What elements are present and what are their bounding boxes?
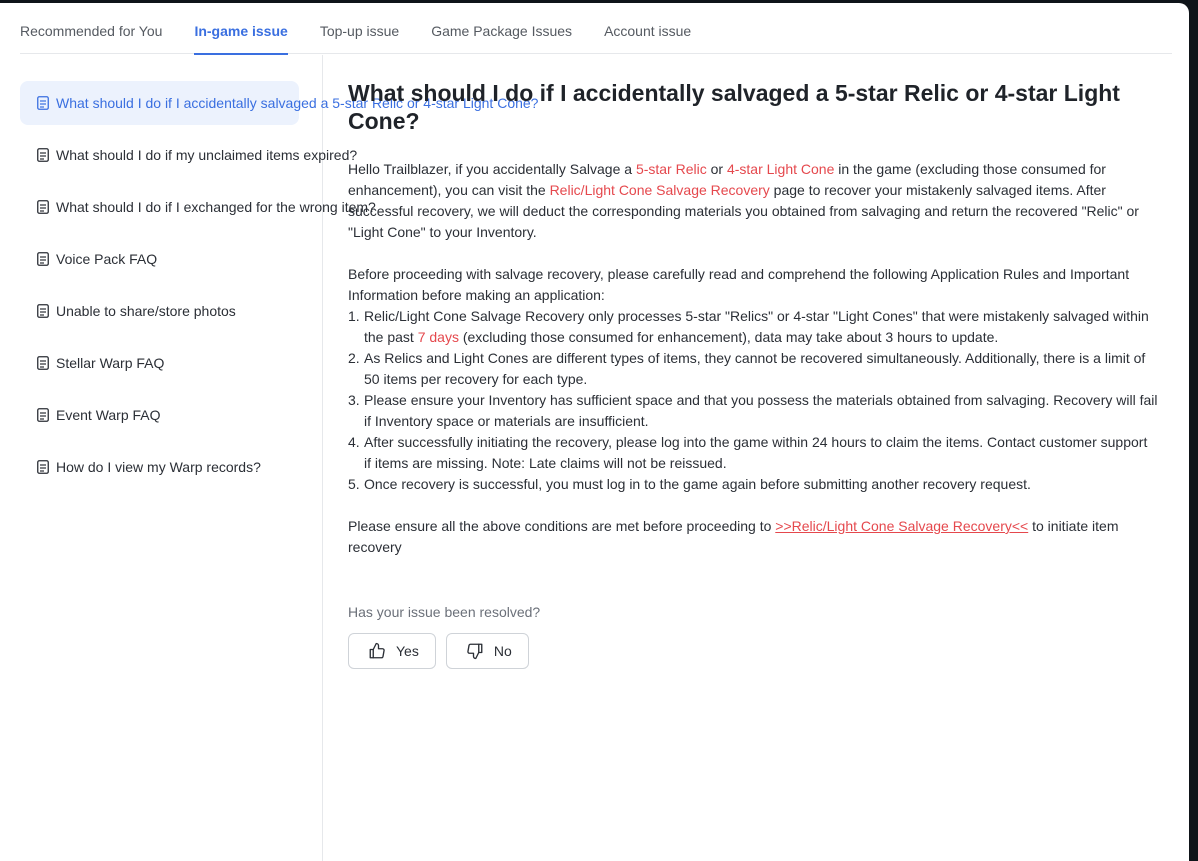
no-button[interactable] — [446, 633, 529, 669]
rule-number: 3. — [348, 392, 360, 408]
document-icon — [37, 148, 49, 162]
sidebar-item-exchanged[interactable] — [20, 185, 376, 229]
sidebar-item-label: How do I view my Warp records? — [56, 459, 261, 475]
rule-text: As Relics and Light Cones are different types of items, they cannot be recovered simultaneously. Additionally, there is a limit of 50 items per recovery for each type. — [364, 350, 1146, 387]
article — [348, 79, 1158, 558]
rules-intro: Before proceeding with salvage recovery, please carefully read and comprehend the following Application Rules and Important Information before making an application: — [348, 266, 1130, 303]
intro-text: or — [706, 161, 727, 177]
sidebar-item-warp-records[interactable] — [20, 445, 299, 489]
yes-label: Yes — [396, 643, 419, 659]
rule-item — [348, 390, 1158, 432]
rule-item — [348, 306, 1158, 348]
article-title: What should I do if I accidentally salvaged a 5-star Relic or 4-star Light Cone? — [348, 80, 1120, 134]
article-body — [348, 159, 1158, 558]
sidebar-item-label: What should I do if my unclaimed items expired? — [56, 147, 358, 163]
sidebar-item-label: Voice Pack FAQ — [56, 251, 158, 267]
sidebar-item-label: What should I do if I exchanged for the wrong item? — [56, 199, 376, 215]
relic-highlight: 5-star Relic — [635, 161, 707, 177]
intro-paragraph — [348, 159, 1158, 243]
rule-text: Please ensure your Inventory has sufficient space and that you possess the materials obtained from salvaging. Recovery will fail if Inventory space or materials are insufficient. — [364, 392, 1158, 429]
rule-number: 1. — [348, 308, 360, 324]
tab-account-issue[interactable]: Account issue — [604, 23, 692, 39]
rule-item — [348, 432, 1158, 474]
rule-item — [348, 348, 1158, 390]
light-cone-highlight: 4-star Light Cone — [726, 161, 835, 177]
sidebar-item-unclaimed[interactable] — [20, 133, 358, 177]
category-tabs — [20, 3, 1172, 54]
sidebar-item-salvage[interactable] — [20, 81, 539, 125]
rule-item — [348, 474, 1158, 495]
tab-game-package-issues[interactable]: Game Package Issues — [431, 23, 573, 39]
thumbs-up-icon — [368, 642, 386, 660]
rule-text: After successfully initiating the recovery, please log into the game within 24 hours to claim the items. Contact customer support if items are missing. Note: Late claims will not be reissued. — [364, 434, 1148, 471]
closing-paragraph — [348, 516, 1158, 558]
document-icon — [37, 200, 49, 214]
feedback-buttons — [348, 633, 540, 669]
salvage-recovery-page-link[interactable]: Relic/Light Cone Salvage Recovery — [549, 182, 770, 198]
closing-text: Please ensure all the above conditions are met before proceeding to — [348, 518, 776, 534]
document-icon — [37, 304, 49, 318]
salvage-recovery-link[interactable]: >>Relic/Light Cone Salvage Recovery<< — [775, 518, 1029, 534]
rules-list — [348, 306, 1158, 495]
rule-text: Relic/Light Cone Salvage Recovery only processes 5-star "Relics" or 4-star "Light Cones" that were mistakenly salvaged within the past — [364, 308, 1149, 345]
feedback-section — [348, 604, 540, 669]
tab-recommended[interactable]: Recommended for You — [20, 23, 163, 39]
no-label: No — [493, 643, 512, 659]
yes-button[interactable] — [348, 633, 436, 669]
rule-text: Once recovery is successful, you must log in to the game again before submitting another recovery request. — [364, 476, 1031, 492]
document-icon — [37, 96, 49, 110]
rule-number: 4. — [348, 434, 360, 450]
sidebar-item-label: What should I do if I accidentally salvaged a 5-star Relic or 4-star Light Cone? — [56, 95, 539, 111]
intro-text: Hello Trailblazer, if you accidentally Salvage a — [348, 161, 636, 177]
document-icon — [37, 356, 49, 370]
rule-number: 2. — [348, 350, 360, 366]
sidebar-item-label: Event Warp FAQ — [56, 407, 161, 423]
days-highlight: 7 days — [417, 329, 459, 345]
intro-text: page to recover your mistakenly salvaged items. After successful recovery, we will deduct the corresponding materials you obtained from salvaging and return the recovered "Relic" or "Light Cone" to your Inventory. — [348, 182, 1139, 240]
thumbs-down-icon — [466, 642, 484, 660]
sidebar-item-event-warp[interactable] — [20, 393, 299, 437]
rule-text: (excluding those consumed for enhancement), data may take about 3 hours to update. — [458, 329, 999, 345]
tab-top-up-issue[interactable]: Top-up issue — [319, 23, 400, 39]
document-icon — [37, 252, 49, 266]
help-panel — [0, 3, 1189, 861]
rule-number: 5. — [348, 476, 360, 492]
sidebar-item-label: Stellar Warp FAQ — [56, 355, 165, 371]
tab-in-game-issue[interactable]: In-game issue — [194, 3, 287, 54]
sidebar-item-share-photos[interactable] — [20, 289, 299, 333]
document-icon — [37, 460, 49, 474]
sidebar-item-voice-pack[interactable] — [20, 237, 299, 281]
closing-text: to initiate item recovery — [348, 518, 1119, 555]
document-icon — [37, 408, 49, 422]
sidebar-item-label: Unable to share/store photos — [56, 303, 236, 319]
feedback-question: Has your issue been resolved? — [348, 604, 541, 620]
intro-text: in the game (excluding those consumed for enhancement), you can visit the — [348, 161, 1106, 198]
sidebar-item-stellar-warp[interactable] — [20, 341, 299, 385]
